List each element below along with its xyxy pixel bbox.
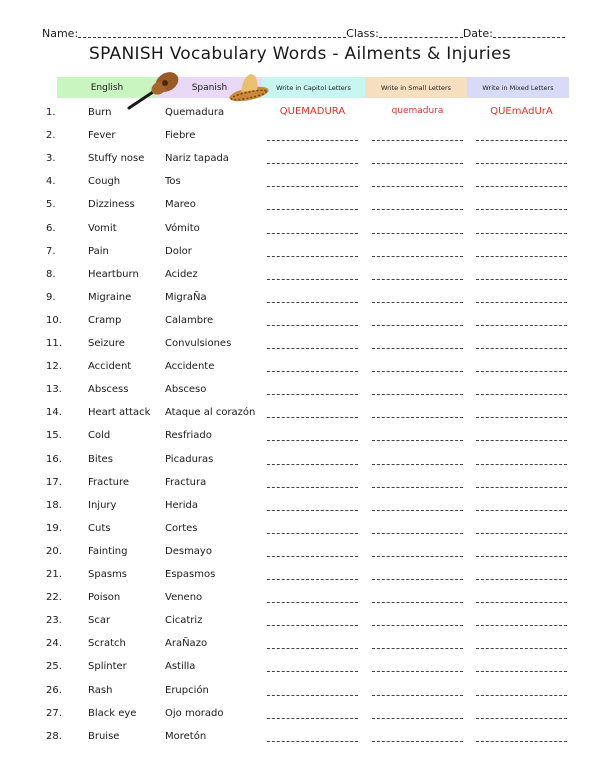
capital-letters-blank[interactable]	[267, 440, 358, 441]
mixed-letters-blank[interactable]	[476, 348, 567, 349]
row-number: 1.	[46, 107, 56, 118]
small-letters-blank[interactable]	[372, 417, 463, 418]
english-word: Abscess	[88, 384, 129, 396]
capital-letters-blank[interactable]	[267, 256, 358, 257]
capital-letters-blank[interactable]	[267, 417, 358, 418]
english-word: Accident	[88, 361, 132, 373]
row-number: 28.	[46, 730, 62, 742]
mixed-letters-blank[interactable]	[476, 233, 567, 234]
english-word: Splinter	[88, 661, 127, 673]
capital-letters-blank[interactable]	[267, 671, 358, 672]
capital-letters-blank[interactable]	[267, 140, 358, 141]
example-mixed: QUEmAdUrA	[490, 106, 553, 117]
vocabulary-row	[0, 311, 600, 331]
mixed-letters-blank[interactable]	[476, 325, 567, 326]
row-number: 15.	[46, 430, 62, 442]
row-number: 24.	[46, 638, 62, 650]
english-word: Vomit	[88, 222, 117, 234]
english-word: Poison	[88, 592, 121, 604]
small-letters-blank[interactable]	[372, 671, 463, 672]
english-word: Heart attack	[88, 407, 151, 419]
row-number: 17.	[46, 476, 62, 488]
capital-letters-blank[interactable]	[267, 533, 358, 534]
spanish-word: Fractura	[165, 476, 207, 488]
small-letters-blank[interactable]	[372, 371, 463, 372]
spanish-word: Erupción	[165, 684, 209, 696]
spanish-word: Convulsiones	[165, 338, 232, 349]
capital-letters-blank[interactable]	[267, 464, 358, 465]
spanish-word: Ojo morado	[165, 707, 224, 719]
row-number: 12.	[46, 361, 62, 373]
row-number: 26.	[46, 684, 62, 696]
small-letters-blank[interactable]	[372, 695, 463, 696]
spanish-word: Dolor	[165, 245, 192, 257]
mixed-letters-blank[interactable]	[476, 302, 567, 303]
english-word: Injury	[88, 499, 117, 511]
small-letters-blank[interactable]	[372, 440, 463, 441]
mixed-letters-blank[interactable]	[476, 464, 567, 465]
small-letters-blank[interactable]	[372, 348, 463, 349]
spanish-word: Nariz tapada	[165, 153, 229, 165]
vocabulary-row	[0, 219, 600, 239]
vocabulary-row	[0, 450, 600, 470]
mixed-letters-blank[interactable]	[476, 602, 567, 603]
mixed-letters-blank[interactable]	[476, 579, 567, 580]
english-word: Cold	[88, 430, 111, 442]
small-letters-blank[interactable]	[372, 140, 463, 141]
small-letters-blank[interactable]	[372, 556, 463, 557]
class-field[interactable]	[379, 27, 463, 38]
spanish-word: Veneno	[165, 592, 203, 604]
english-word: Heartburn	[88, 268, 139, 280]
capital-letters-blank[interactable]	[267, 394, 358, 395]
capital-letters-blank[interactable]	[267, 209, 358, 210]
vocabulary-row	[0, 611, 600, 631]
row-number: 14.	[46, 407, 62, 419]
english-word: Fever	[88, 130, 116, 142]
row-number: 4.	[46, 176, 56, 188]
date-field[interactable]	[493, 27, 565, 38]
mixed-letters-blank[interactable]	[476, 648, 567, 649]
capital-letters-blank[interactable]	[267, 348, 358, 349]
vocabulary-row	[0, 681, 600, 701]
english-word: Spasms	[88, 569, 127, 580]
name-field[interactable]	[78, 27, 346, 38]
mixed-letters-blank[interactable]	[476, 625, 567, 626]
mixed-letters-blank[interactable]	[476, 741, 567, 742]
mixed-letters-blank[interactable]	[476, 140, 567, 141]
mixed-letters-blank[interactable]	[476, 256, 567, 257]
column-header-mixed: Write in Mixed Letters	[467, 77, 569, 98]
english-word: Cuts	[88, 522, 111, 534]
spanish-word: Vómito	[165, 222, 200, 234]
vocabulary-row	[0, 195, 600, 215]
row-number: 19.	[46, 522, 62, 534]
row-number: 18.	[46, 499, 62, 511]
row-number: 2.	[46, 130, 56, 142]
small-letters-blank[interactable]	[372, 741, 463, 742]
english-word: Rash	[88, 684, 113, 696]
vocabulary-row	[0, 403, 600, 423]
row-number: 20.	[46, 545, 62, 557]
capital-letters-blank[interactable]	[267, 325, 358, 326]
capital-letters-blank[interactable]	[267, 556, 358, 557]
capital-letters-blank[interactable]	[267, 625, 358, 626]
english-word: Seizure	[88, 338, 125, 349]
capital-letters-blank[interactable]	[267, 695, 358, 696]
capital-letters-blank[interactable]	[267, 371, 358, 372]
mixed-letters-blank[interactable]	[476, 163, 567, 164]
mixed-letters-blank[interactable]	[476, 209, 567, 210]
mixed-letters-blank[interactable]	[476, 510, 567, 511]
spanish-word: Moretón	[165, 730, 207, 742]
small-letters-blank[interactable]	[372, 602, 463, 603]
capital-letters-blank[interactable]	[267, 233, 358, 234]
spanish-word: Calambre	[165, 314, 214, 326]
mixed-letters-blank[interactable]	[476, 186, 567, 187]
vocabulary-row	[0, 103, 600, 123]
english-word: Cough	[88, 176, 121, 188]
spanish-word: MigraÑa	[165, 291, 207, 303]
vocabulary-row	[0, 357, 600, 377]
row-number: 27.	[46, 707, 62, 719]
spanish-word: Acidez	[165, 268, 198, 280]
mixed-letters-blank[interactable]	[476, 556, 567, 557]
small-letters-blank[interactable]	[372, 487, 463, 488]
row-number: 6.	[46, 222, 56, 234]
row-number: 3.	[46, 153, 56, 165]
spanish-word: Ataque al corazón	[165, 407, 256, 419]
english-word: Scar	[88, 615, 111, 627]
small-letters-blank[interactable]	[372, 302, 463, 303]
english-word: Bites	[88, 453, 113, 465]
small-letters-blank[interactable]	[372, 648, 463, 649]
example-small: quemadura	[391, 106, 444, 116]
vocabulary-row	[0, 172, 600, 192]
row-number: 22.	[46, 592, 62, 604]
capital-letters-blank[interactable]	[267, 648, 358, 649]
capital-letters-blank[interactable]	[267, 163, 358, 164]
capital-letters-blank[interactable]	[267, 487, 358, 488]
spanish-word: Herida	[165, 499, 199, 511]
vocabulary-row	[0, 588, 600, 608]
spanish-word: Absceso	[165, 384, 207, 396]
small-letters-blank[interactable]	[372, 579, 463, 580]
capital-letters-blank[interactable]	[267, 186, 358, 187]
vocabulary-row	[0, 542, 600, 562]
small-letters-blank[interactable]	[372, 625, 463, 626]
spanish-word: Picaduras	[165, 453, 214, 465]
english-word: Scratch	[88, 638, 126, 650]
row-number: 23.	[46, 615, 62, 627]
column-header-spanish: Spanish	[157, 77, 262, 98]
spanish-word: Astilla	[165, 661, 196, 673]
capital-letters-blank[interactable]	[267, 602, 358, 603]
small-letters-blank[interactable]	[372, 394, 463, 395]
spanish-word: Espasmos	[165, 569, 216, 580]
vocabulary-row	[0, 496, 600, 516]
row-number: 10.	[46, 314, 62, 326]
date-label: Date:	[462, 27, 493, 40]
english-word: Stuffy nose	[88, 153, 145, 165]
mixed-letters-blank[interactable]	[476, 417, 567, 418]
vocabulary-row	[0, 149, 600, 169]
small-letters-blank[interactable]	[372, 256, 463, 257]
vocabulary-row	[0, 426, 600, 446]
spanish-word: Cortes	[165, 522, 198, 534]
vocabulary-row	[0, 657, 600, 677]
vocabulary-row	[0, 126, 600, 146]
row-number: 16.	[46, 453, 62, 465]
capital-letters-blank[interactable]	[267, 510, 358, 511]
row-number: 8.	[46, 268, 56, 280]
mixed-letters-blank[interactable]	[476, 487, 567, 488]
vocabulary-row	[0, 634, 600, 654]
row-number: 25.	[46, 661, 62, 673]
column-header-capital: Write in Capitol Letters	[262, 77, 365, 98]
spanish-word: Tos	[165, 176, 181, 188]
page-title: SPANISH Vocabulary Words - Ailments & Injuries	[89, 44, 511, 64]
spanish-word: Accidente	[165, 361, 215, 373]
column-header-small: Write in Small Letters	[365, 77, 467, 98]
name-label: Name:	[42, 27, 79, 40]
vocabulary-row	[0, 242, 600, 262]
mixed-letters-blank[interactable]	[476, 440, 567, 441]
spanish-word: Mareo	[165, 199, 196, 211]
capital-letters-blank[interactable]	[267, 718, 358, 719]
small-letters-blank[interactable]	[372, 163, 463, 164]
small-letters-blank[interactable]	[372, 233, 463, 234]
vocabulary-row	[0, 473, 600, 493]
vocabulary-row	[0, 288, 600, 308]
class-label: Class:	[346, 27, 379, 40]
capital-letters-blank[interactable]	[267, 279, 358, 280]
small-letters-blank[interactable]	[372, 186, 463, 187]
row-number: 5.	[46, 199, 56, 211]
name-class-date-bar	[42, 24, 570, 40]
capital-letters-blank[interactable]	[267, 579, 358, 580]
spanish-word: Fiebre	[165, 130, 196, 142]
english-word: Fracture	[88, 476, 130, 488]
capital-letters-blank[interactable]	[267, 302, 358, 303]
vocabulary-row	[0, 727, 600, 747]
example-capital: QUEMADURA	[279, 106, 346, 117]
mixed-letters-blank[interactable]	[476, 695, 567, 696]
spanish-word: Cicatriz	[165, 615, 203, 627]
small-letters-blank[interactable]	[372, 279, 463, 280]
row-number: 21.	[46, 569, 62, 580]
mixed-letters-blank[interactable]	[476, 533, 567, 534]
english-word: Cramp	[88, 314, 122, 326]
english-word: Dizziness	[88, 199, 135, 211]
column-header-english: English	[57, 77, 157, 98]
small-letters-blank[interactable]	[372, 464, 463, 465]
english-word: Burn	[88, 107, 112, 118]
vocabulary-row	[0, 519, 600, 539]
small-letters-blank[interactable]	[372, 533, 463, 534]
small-letters-blank[interactable]	[372, 325, 463, 326]
english-word: Fainting	[88, 545, 128, 557]
spanish-word: Resfriado	[165, 430, 212, 442]
english-word: Bruise	[88, 730, 120, 742]
row-number: 9.	[46, 291, 56, 303]
mixed-letters-blank[interactable]	[476, 671, 567, 672]
spanish-word: Desmayo	[165, 545, 212, 557]
mixed-letters-blank[interactable]	[476, 279, 567, 280]
english-word: Migraine	[88, 291, 132, 303]
vocabulary-row	[0, 565, 600, 585]
small-letters-blank[interactable]	[372, 510, 463, 511]
spanish-word: AraÑazo	[165, 638, 208, 650]
spanish-word: Quemadura	[165, 107, 225, 118]
vocabulary-row	[0, 334, 600, 354]
sombrero-icon	[227, 70, 271, 102]
english-word: Pain	[88, 245, 109, 257]
mixed-letters-blank[interactable]	[476, 718, 567, 719]
row-number: 7.	[46, 245, 56, 257]
small-letters-blank[interactable]	[372, 209, 463, 210]
mixed-letters-blank[interactable]	[476, 394, 567, 395]
vocabulary-row	[0, 704, 600, 724]
small-letters-blank[interactable]	[372, 718, 463, 719]
row-number: 13.	[46, 384, 62, 396]
vocabulary-row	[0, 380, 600, 400]
mixed-letters-blank[interactable]	[476, 371, 567, 372]
english-word: Black eye	[88, 707, 137, 719]
vocabulary-row	[0, 265, 600, 285]
capital-letters-blank[interactable]	[267, 741, 358, 742]
row-number: 11.	[46, 338, 62, 349]
